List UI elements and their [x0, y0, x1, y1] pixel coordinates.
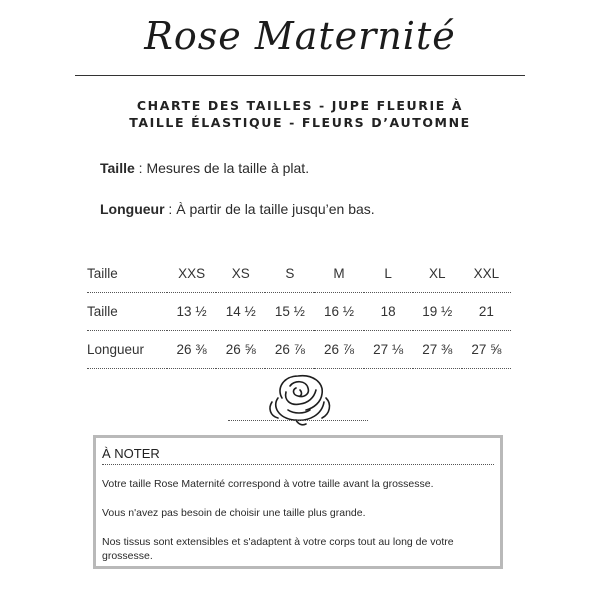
ornament-divider	[228, 420, 368, 421]
rose-icon	[260, 368, 340, 433]
table-cell: 26 ⅞	[323, 342, 354, 357]
row-label: Taille	[87, 304, 118, 319]
size-header: XS	[231, 266, 250, 281]
size-header: S	[285, 266, 295, 281]
note-line: Vous n'avez pas besoin de choisir une taille plus grande.	[102, 507, 366, 519]
size-header: M	[333, 266, 345, 281]
size-header: L	[384, 266, 392, 281]
table-cell: 15 ½	[274, 304, 305, 319]
table-cell: 16 ½	[323, 304, 354, 319]
definition-text: Mesures de la taille à plat.	[146, 160, 310, 176]
table-cell: 13 ½	[176, 304, 207, 319]
row-label: Longueur	[87, 342, 145, 357]
table-row	[87, 331, 511, 369]
note-box	[93, 435, 503, 569]
definition-taille	[100, 160, 309, 176]
table-cell: 26 ⅞	[274, 342, 305, 357]
table-cell: 27 ⅛	[373, 342, 404, 357]
size-header: XL	[429, 266, 446, 281]
note-line: Nos tissus sont extensibles et s'adaptent à votre corps tout au long de votre grossesse.	[102, 536, 454, 562]
page-title-line-1: CHARTE DES TAILLES - JUPE FLEURIE À	[136, 98, 464, 113]
table-cell: 19 ½	[422, 304, 453, 319]
size-header: XXS	[178, 266, 206, 281]
definition-separator: :	[164, 201, 177, 217]
size-header: XXL	[473, 266, 500, 281]
table-cell: 26 ⅝	[225, 342, 256, 357]
header-divider	[75, 75, 525, 76]
table-cell: 21	[478, 304, 494, 319]
table-cell: 18	[380, 304, 396, 319]
note-heading: À NOTER	[102, 446, 494, 465]
definition-text: À partir de la taille jusqu’en bas.	[176, 201, 375, 217]
table-row	[87, 293, 511, 331]
page-title	[0, 97, 600, 131]
table-cell: 26 ⅜	[176, 342, 207, 357]
brand-logo: Rose Maternité	[144, 14, 456, 58]
page-title-line-2: TAILLE ÉLASTIQUE - FLEURS D’AUTOMNE	[129, 115, 471, 130]
table-header-label: Taille	[87, 266, 118, 281]
definition-term: Taille	[100, 160, 135, 176]
table-cell: 27 ⅝	[471, 342, 502, 357]
definition-separator: :	[134, 160, 147, 176]
definition-term: Longueur	[100, 201, 165, 217]
table-header-row	[87, 255, 511, 293]
definition-longueur	[100, 201, 375, 217]
note-line: Votre taille Rose Maternité correspond à votre taille avant la grossesse.	[102, 478, 434, 490]
table-cell: 14 ½	[225, 304, 256, 319]
table-cell: 27 ⅜	[422, 342, 453, 357]
size-chart-table	[87, 255, 511, 369]
